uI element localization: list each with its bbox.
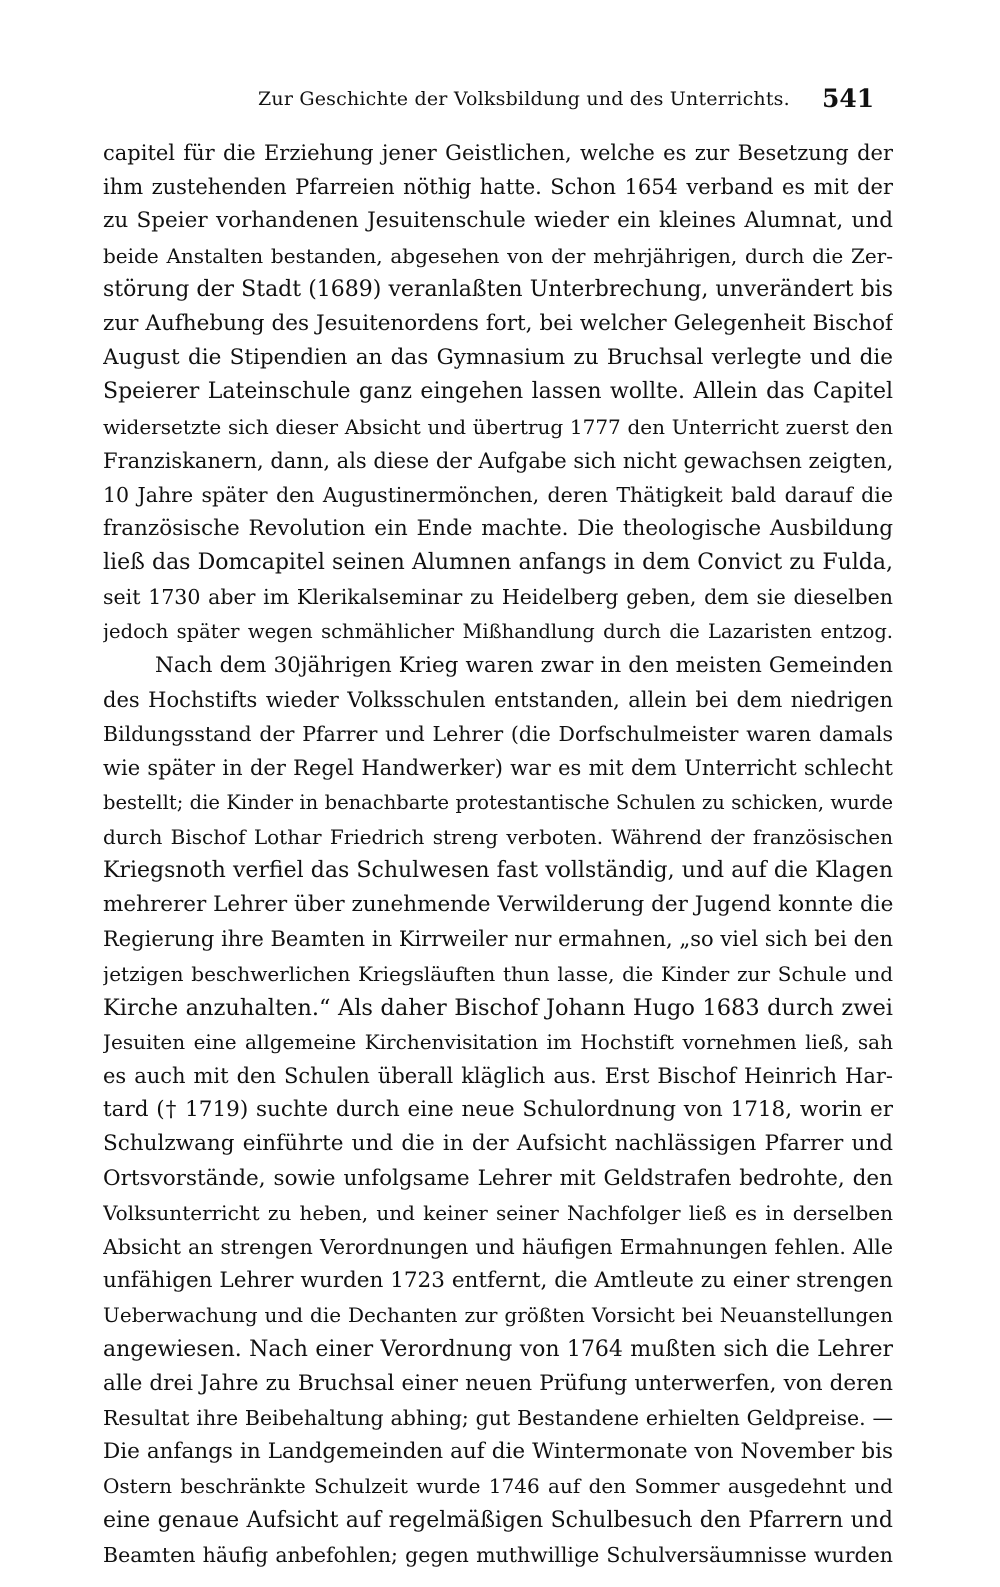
text-line: angewiesen. Nach einer Verordnung von 1764 mußten sich die Lehrer — [103, 1336, 893, 1362]
text-line: störung der Stadt (1689) veranlaßten Unterbrechung, unverändert bis — [103, 276, 893, 302]
text-line: Ueberwachung und die Dechanten zur größten Vorsicht bei Neuanstellungen — [103, 1303, 893, 1328]
text-line: unfähigen Lehrer wurden 1723 entfernt, die Amtleute zu einer strengen — [103, 1268, 893, 1294]
text-line: beide Anstalten bestanden, abgesehen von der mehrjährigen, durch die Zer- — [103, 243, 893, 268]
text-line: tard († 1719) suchte durch eine neue Schulordnung von 1718, worin er — [103, 1097, 893, 1123]
text-line: Die anfangs in Landgemeinden auf die Wintermonate von November bis — [103, 1439, 893, 1465]
text-line: Ortsvorstände, sowie unfolgsame Lehrer mit Geldstrafen bedrohte, den — [103, 1165, 893, 1191]
running-head: Zur Geschichte der Volksbildung und des Unterrichts. — [258, 88, 790, 110]
text-line: Schulzwang einführte und die in der Aufsicht nachlässigen Pfarrer und — [103, 1131, 893, 1157]
text-line: wie später in der Regel Handwerker) war es mit dem Unterricht schlecht — [103, 756, 893, 781]
text-line: widersetzte sich dieser Absicht und übertrug 1777 den Unterricht zuerst den — [103, 414, 893, 439]
text-line: ließ das Domcapitel seinen Alumnen anfangs in dem Convict zu Fulda, — [103, 550, 893, 576]
text-line: Franziskanern, dann, als diese der Aufgabe sich nicht gewachsen zeigten, — [103, 448, 893, 473]
paragraph-start-line: Nach dem 30jährigen Krieg waren zwar in den meisten Gemeinden — [155, 652, 893, 678]
text-line: zu Speier vorhandenen Jesuitenschule wieder ein kleines Alumnat, und — [103, 208, 893, 234]
text-line: 10 Jahre später den Augustinermönchen, deren Thätigkeit bald darauf die — [103, 482, 893, 507]
text-line: Kriegsnoth verfiel das Schulwesen fast vollständig, und auf die Klagen — [103, 857, 893, 883]
body-text — [103, 136, 893, 1572]
text-line: eine genaue Aufsicht auf regelmäßigen Schulbesuch den Pfarrern und — [103, 1507, 893, 1533]
text-line: Ostern beschränkte Schulzeit wurde 1746 auf den Sommer ausgedehnt und — [103, 1474, 893, 1499]
text-line: jedoch später wegen schmählicher Mißhandlung durch die Lazaristen entzog. — [103, 619, 893, 643]
text-line: des Hochstifts wieder Volksschulen entstanden, allein bei dem niedrigen — [103, 688, 893, 712]
text-line: Beamten häufig anbefohlen; gegen muthwillige Schulversäumnisse wurden — [103, 1542, 893, 1567]
text-line: Resultat ihre Beibehaltung abhing; gut Bestandene erhielten Geldpreise. — — [103, 1405, 893, 1430]
text-line: es auch mit den Schulen überall kläglich aus. Erst Bischof Heinrich Har- — [103, 1064, 893, 1089]
text-line: ihm zustehenden Pfarreien nöthig hatte. Schon 1654 verband es mit der — [103, 175, 893, 200]
text-line: Bildungsstand der Pfarrer und Lehrer (die Dorfschulmeister waren damals — [103, 722, 893, 747]
text-line: durch Bischof Lothar Friedrich streng verboten. Während der französischen — [103, 824, 893, 849]
page-number: 541 — [822, 84, 875, 113]
text-line: Volksunterricht zu heben, und keiner seiner Nachfolger ließ es in derselben — [103, 1200, 893, 1225]
text-line: bestellt; die Kinder in benachbarte protestantische Schulen zu schicken, wurde — [103, 790, 893, 814]
text-line: Kirche anzuhalten.“ Als daher Bischof Johann Hugo 1683 durch zwei — [103, 994, 893, 1021]
text-line: Absicht an strengen Verordnungen und häufigen Ermahnungen fehlen. Alle — [103, 1235, 893, 1259]
text-line: jetzigen beschwerlichen Kriegsläuften thun lasse, die Kinder zur Schule und — [103, 961, 893, 986]
text-line: mehrerer Lehrer über zunehmende Verwilderung der Jugend konnte die — [103, 892, 893, 918]
text-line: August die Stipendien an das Gymnasium zu Bruchsal verlegte und die — [103, 345, 893, 371]
text-line: alle drei Jahre zu Bruchsal einer neuen Prüfung unterwerfen, von deren — [103, 1370, 893, 1396]
text-line: zur Aufhebung des Jesuitenordens fort, bei welcher Gelegenheit Bischof — [103, 310, 893, 336]
text-line: Speierer Lateinschule ganz eingehen lassen wollte. Allein das Capitel — [103, 379, 893, 405]
text-line: seit 1730 aber im Klerikalseminar zu Heidelberg geben, dem sie dieselben — [103, 585, 893, 610]
text-line: Regierung ihre Beamten in Kirrweiler nur ermahnen, „so viel sich bei den — [103, 927, 893, 952]
text-line: Jesuiten eine allgemeine Kirchenvisitation im Hochstift vornehmen ließ, sah — [103, 1029, 893, 1054]
text-line: capitel für die Erziehung jener Geistlichen, welche es zur Besetzung der — [103, 141, 893, 165]
text-line: französische Revolution ein Ende machte. Die theologische Ausbildung — [103, 516, 893, 542]
